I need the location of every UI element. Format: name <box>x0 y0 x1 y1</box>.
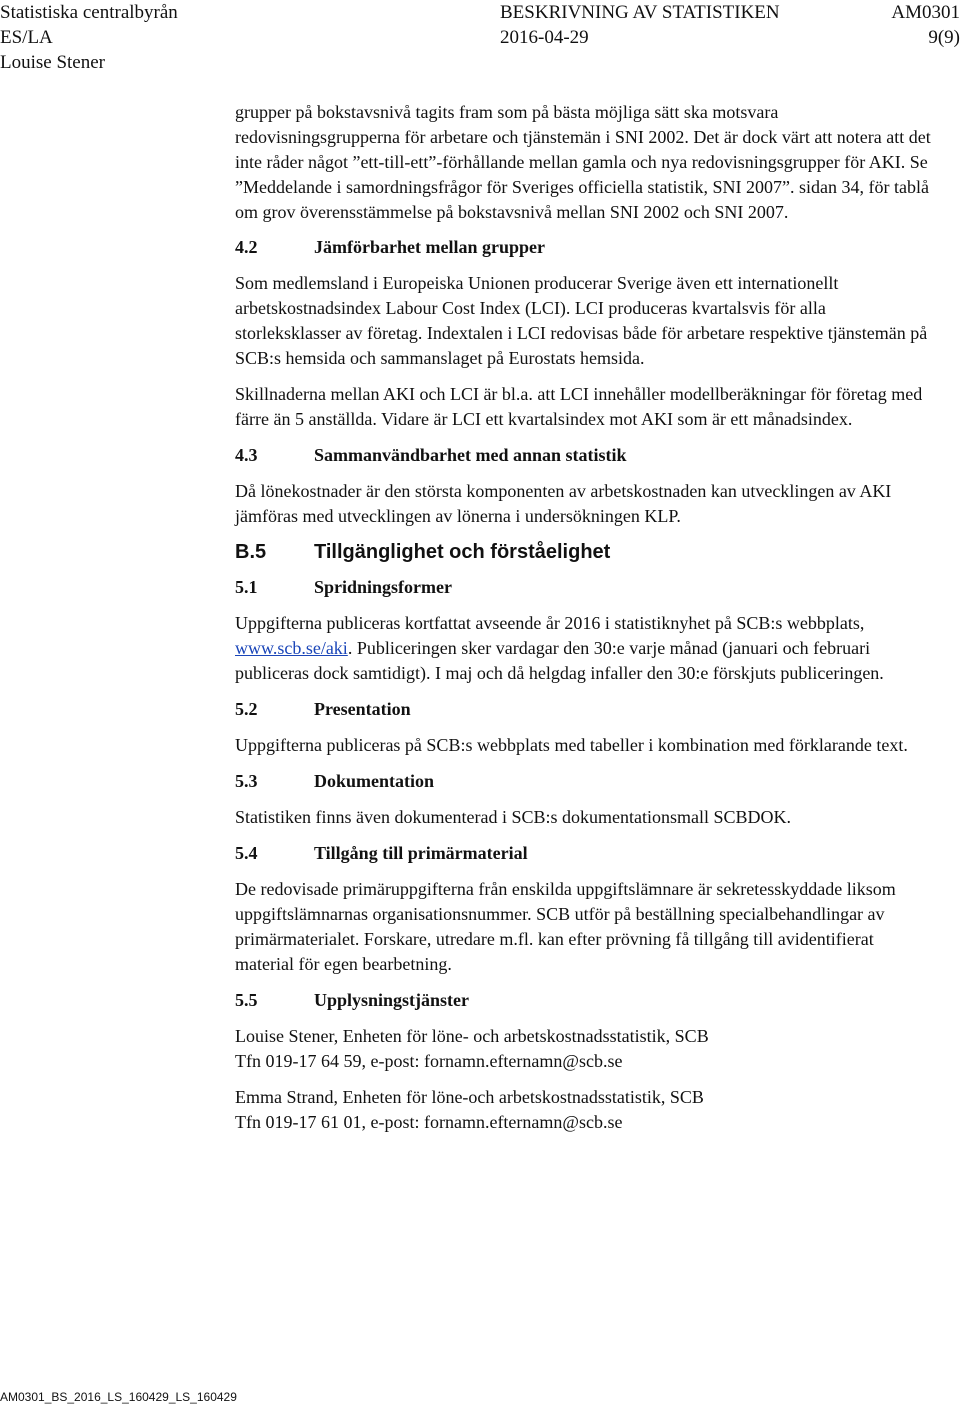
header-middle <box>500 0 780 50</box>
heading-title: Dokumentation <box>314 771 435 791</box>
header-unit: ES/LA <box>0 27 53 48</box>
header-page-number: 9(9) <box>928 27 960 48</box>
paragraph-text: Uppgifterna publiceras kortfattat avseende år 2016 i statistiknyhet på SCB:s webbplats, <box>235 613 865 633</box>
heading-4-3 <box>235 443 935 468</box>
header-right <box>891 0 960 50</box>
heading-number: 4.3 <box>235 445 258 465</box>
header-left <box>0 0 178 75</box>
contact-name-line: Emma Strand, Enheten för löne-och arbetskostnadsstatistik, SCB <box>235 1087 704 1107</box>
paragraph-4-2-2: Skillnaderna mellan AKI och LCI är bl.a. att LCI innehåller modellberäkningar för företag med färre än 5 anställda. Vidare är LCI ett kvartalsindex mot AKI som är ett månadsindex. <box>235 384 923 429</box>
heading-number: 4.2 <box>235 237 258 257</box>
header-doc-type: BESKRIVNING AV STATISTIKEN <box>500 2 780 23</box>
heading-title: Tillgänglighet och förståelighet <box>314 541 611 563</box>
heading-title: Upplysningstjänster <box>314 990 470 1010</box>
header-org: Statistiska centralbyrån <box>0 2 178 23</box>
heading-title: Spridningsformer <box>314 577 453 597</box>
heading-number: 5.4 <box>235 843 258 863</box>
heading-title: Sammanvändbarhet med annan statistik <box>314 445 627 465</box>
header-author: Louise Stener <box>0 52 106 73</box>
heading-5-2 <box>235 697 935 722</box>
contact-louise <box>235 1024 935 1074</box>
heading-title: Jämförbarhet mellan grupper <box>314 237 545 257</box>
heading-number: 5.5 <box>235 990 258 1010</box>
document-body <box>235 100 935 1146</box>
contact-emma <box>235 1085 935 1135</box>
heading-5-3 <box>235 769 935 794</box>
paragraph-5-4-1: De redovisade primäruppgifterna från enskilda uppgiftslämnare är sekretesskyddade liksom uppgiftslämnarnas organisationsnummer. SCB utför på beställning specialbehandlingar av primärmaterialet. Forskare, utredare m.fl. kan efter prövning få tillgång till avidentifierat material för egen bearbetning. <box>235 879 896 974</box>
intro-paragraph: grupper på bokstavsnivå tagits fram som på bästa möjliga sätt ska motsvara redovisningsgrupperna för arbetare och tjänstemän i SNI 2002. Det är dock värt att notera att det inte råder något ”ett-till-ett”-förhållande mellan gamla och nya redovisningsgrupper för AKI. Se ”Meddelande i samordningsfrågor för Sveriges officiella statistik, SNI 2007”. sidan 34, för tablå om grov överensstämmelse på bokstavsnivå mellan SNI 2002 och SNI 2007. <box>235 102 931 222</box>
contact-list <box>235 1024 935 1135</box>
footer-doc-id: AM0301_BS_2016_LS_160429_LS_160429 <box>0 1390 237 1404</box>
heading-number: 5.1 <box>235 577 258 597</box>
header-date: 2016-04-29 <box>500 27 589 48</box>
heading-title: Tillgång till primärmaterial <box>314 843 528 863</box>
paragraph-5-3-1: Statistiken finns även dokumenterad i SCB:s dokumentationsmall SCBDOK. <box>235 807 791 827</box>
heading-4-2 <box>235 235 935 260</box>
paragraph-5-2-1: Uppgifterna publiceras på SCB:s webbplats med tabeller i kombination med förklarande text. <box>235 735 908 755</box>
contact-name-line: Louise Stener, Enheten för löne- och arbetskostnadsstatistik, SCB <box>235 1026 709 1046</box>
heading-5-5 <box>235 988 935 1013</box>
paragraph-4-3-1: Då lönekostnader är den största komponenten av arbetskostnaden kan utvecklingen av AKI jämföras med utvecklingen av lönerna i undersökningen KLP. <box>235 481 892 526</box>
paragraph-text: . Publiceringen sker vardagar den 30:e varje månad (januari och februari publiceras dock samtidigt). I maj och då helgdag infaller den 30:e förskjuts publiceringen. <box>235 638 884 683</box>
paragraph-4-2-1: Som medlemsland i Europeiska Unionen producerar Sverige även ett internationellt arbetskostnadsindex Labour Cost Index (LCI). LCI produceras kvartalsvis för alla storleksklasser av företag. Indextalen i LCI redovisas både för arbetare respektive tjänstemän på SCB:s hemsida och sammanslaget på Eurostats hemsida. <box>235 273 928 368</box>
heading-5-4 <box>235 841 935 866</box>
heading-number: B.5 <box>235 541 267 563</box>
header-code: AM0301 <box>891 2 960 23</box>
heading-number: 5.2 <box>235 699 258 719</box>
scb-aki-link[interactable]: www.scb.se/aki <box>235 638 348 658</box>
heading-number: 5.3 <box>235 771 258 791</box>
heading-b-5 <box>235 540 935 565</box>
heading-5-1 <box>235 575 935 600</box>
contact-phone-line: Tfn 019-17 64 59, e-post: fornamn.efternamn@scb.se <box>235 1051 623 1071</box>
contact-phone-line: Tfn 019-17 61 01, e-post: fornamn.efternamn@scb.se <box>235 1112 623 1132</box>
paragraph-5-1-1 <box>235 611 935 686</box>
heading-title: Presentation <box>314 699 411 719</box>
